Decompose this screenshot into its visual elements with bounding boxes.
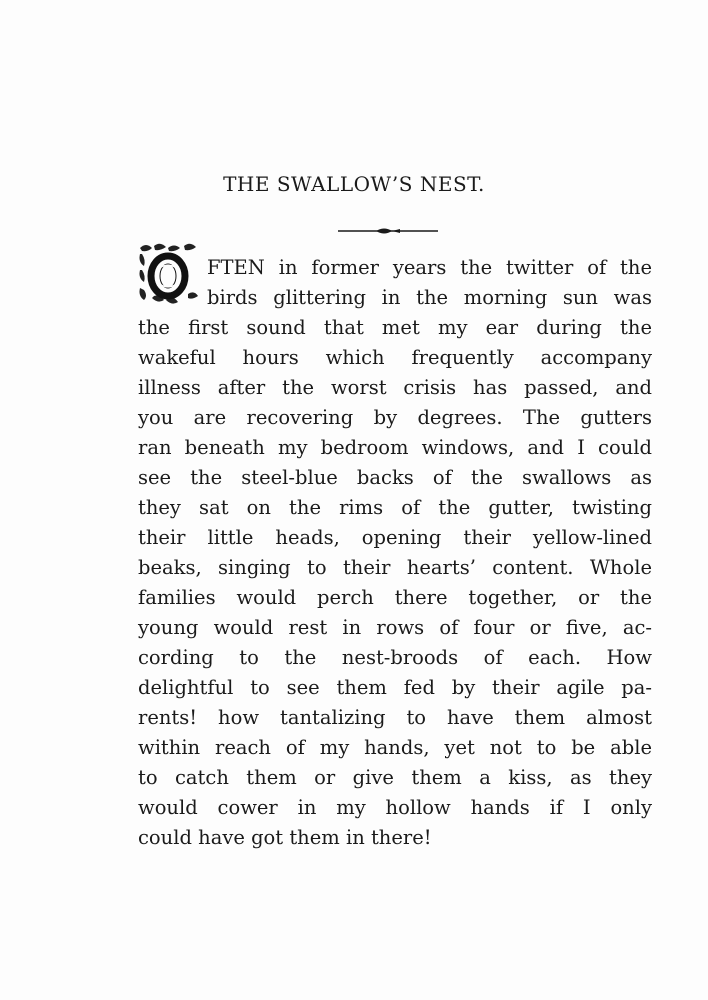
text-line: rents! how tantalizing to have them almost [138,706,652,729]
text-line: could have got them in there! [138,826,432,849]
text-line: cording to the nest-broods of each. How [138,646,652,669]
text-line: within reach of my hands, yet not to be able [138,736,652,759]
text-line: the first sound that met my ear during the [138,316,652,339]
text-line: families would perch there together, or the [138,586,652,609]
text-line: their little heads, opening their yellow-lined [138,526,652,549]
text-line: would cower in my hollow hands if I only [138,796,652,819]
text-line: birds glittering in the morning sun was [207,286,652,309]
text-line: see the steel-blue backs of the swallows as [138,466,652,489]
text-line: beaks, singing to their hearts’ content. Whole [138,556,652,579]
text-line: wakeful hours which frequently accompany [138,346,652,369]
text-line: you are recovering by degrees. The gutters [138,406,652,429]
text-line: ran beneath my bedroom windows, and I could [138,436,652,459]
text-line: they sat on the rims of the gutter, twisting [138,496,652,519]
text-line: FTEN in former years the twitter of the [207,256,652,279]
chapter-title: THE SWALLOW’S NEST. [223,172,485,196]
text-line: illness after the worst crisis has passed, and [138,376,652,399]
text-line: delightful to see them fed by their agile pa- [138,676,652,699]
text-line: young would rest in rows of four or five, ac- [138,616,652,639]
text-line: to catch them or give them a kiss, as they [138,766,652,789]
ornament-rule-icon [338,224,438,238]
dropcap-o-icon [138,242,206,306]
